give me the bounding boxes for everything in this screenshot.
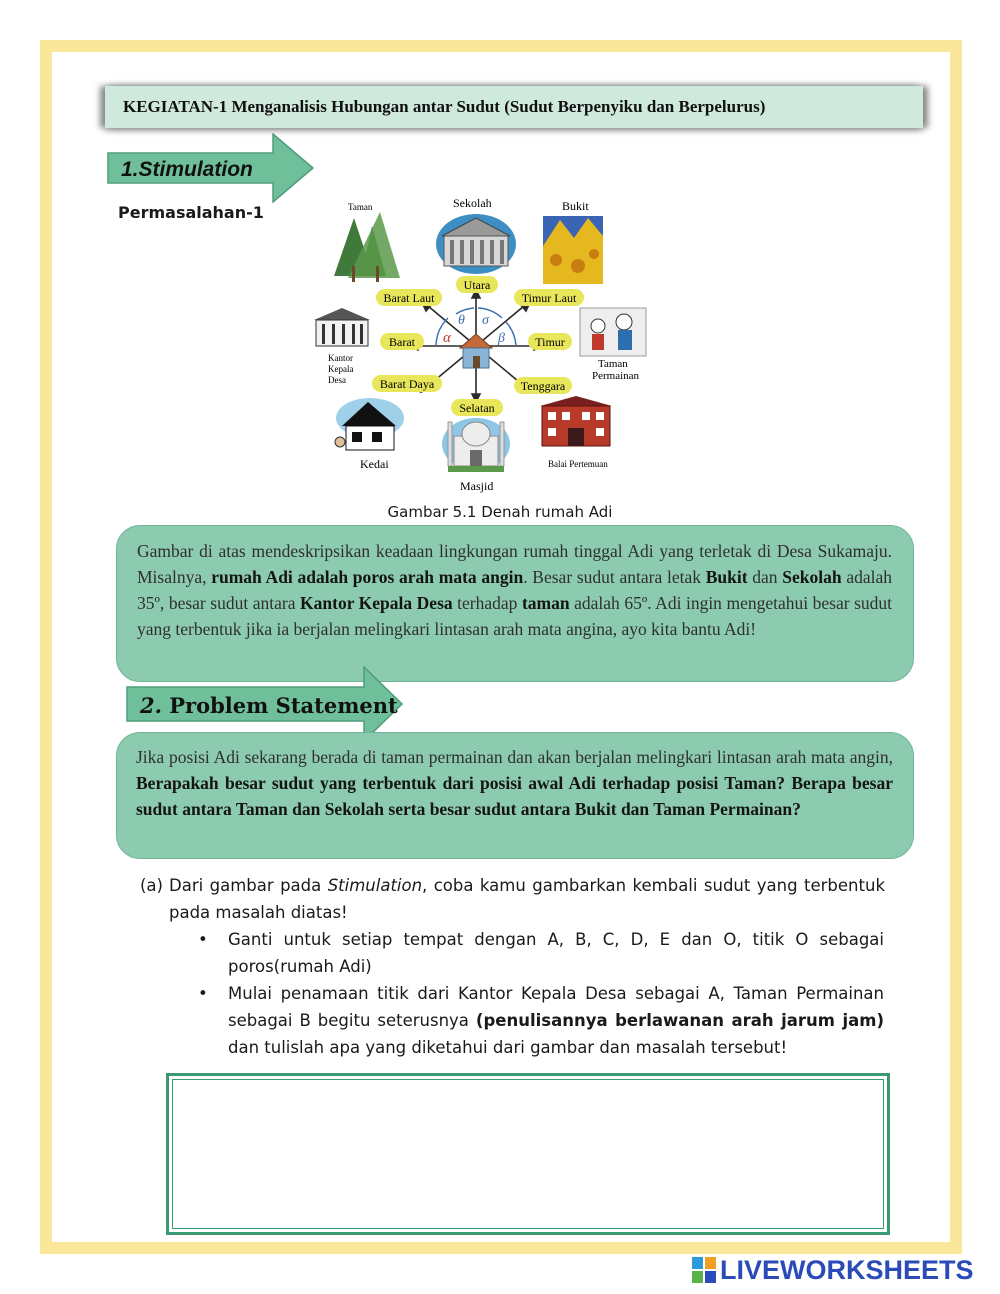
stimulation-description-box: [116, 525, 914, 682]
stimulation-arrow: [107, 133, 315, 203]
compass-map-figure: [308, 196, 660, 496]
dir-barat-laut: Barat Laut: [383, 291, 435, 305]
stim-text-5: terhadap: [452, 593, 522, 613]
liveworksheets-logo: [692, 1252, 992, 1288]
place-balai: Balai Pertemuan: [548, 459, 608, 469]
compass-map: [308, 196, 660, 496]
stim-text-1: Gambar di atas mendeskripsikan keadaan lingkungan rumah tinggal Adi yang terletak di Desa Sukamaju. Misalnya,: [137, 541, 892, 587]
dir-tenggara: Tenggara: [520, 379, 566, 393]
problem-description-box: [116, 732, 914, 859]
dir-barat: Barat: [389, 335, 415, 349]
answer-box-inner: [172, 1079, 884, 1229]
brand-text: LIVEWORKSHEETS: [720, 1254, 974, 1285]
house-icon: [460, 334, 492, 368]
bullet-item: [198, 926, 884, 980]
problem-label: Permasalahan-1: [118, 203, 264, 222]
bullet-text-2-bold: (penulisannya berlawanan arah jarum jam): [475, 1011, 884, 1030]
bullet-text-2a: Mulai penamaan titik dari Kantor Kepala Desa sebagai A, Taman Permainan sebagai B begitu seterusnya: [228, 984, 884, 1030]
stim-bold-5: taman: [521, 593, 570, 613]
angle-beta: β: [498, 331, 505, 346]
place-kantor-1: Kantor: [328, 353, 353, 363]
place-sekolah: Sekolah: [453, 196, 492, 210]
question-italic: Stimulation: [327, 876, 423, 895]
problem-text: Jika posisi Adi sekarang berada di taman permainan dan akan berjalan melingkari lintasan arah mata angin,: [136, 747, 893, 767]
bullet-dot-icon: •: [198, 984, 208, 1003]
taman-trees-icon: [334, 212, 400, 282]
dir-utara: Utara: [463, 278, 491, 292]
question-mark: (a): [140, 876, 163, 895]
kedai-shop-icon: [335, 398, 404, 450]
dir-timur: Timur: [535, 335, 565, 349]
bullet-text-1: Ganti untuk setiap tempat dengan A, B, C, D, E dan O, titik O sebagai poros(rumah Adi): [228, 930, 884, 976]
instruction-bullets: [198, 926, 884, 1061]
bullet-text-2c: dan tulislah apa yang diketahui dari gambar dan masalah tersebut!: [228, 1038, 788, 1057]
problem-statement-title: Problem Statement: [169, 693, 398, 718]
activity-title: [105, 86, 923, 128]
problem-statement-label: [140, 693, 398, 718]
place-masjid: Masjid: [460, 479, 494, 493]
angle-alpha: α: [443, 330, 451, 346]
answer-box[interactable]: [166, 1073, 890, 1235]
place-taman: Taman: [348, 202, 373, 212]
dir-selatan: Selatan: [459, 401, 495, 415]
stim-bold-3: Sekolah: [782, 567, 842, 587]
balai-building-icon: [540, 396, 612, 446]
stim-text-2: . Besar sudut antara letak: [523, 567, 706, 587]
stim-bold-2: Bukit: [705, 567, 748, 587]
kantor-building-icon: [314, 308, 370, 346]
stim-bold-4: Kantor Kepala Desa: [300, 593, 453, 613]
bullet-dot-icon: •: [198, 930, 208, 949]
stim-text-6: adalah 65º. Adi ingin mengetahui besar sudut yang terbentuk jika ia berjalan melingkari lintasan arah mata angina, ayo kita bantu Adi!: [137, 593, 892, 639]
angle-theta: θ: [458, 313, 465, 328]
question-text-1: Dari gambar pada: [169, 876, 328, 895]
dir-timur-laut: Timur Laut: [521, 291, 577, 305]
stim-bold-1: rumah Adi adalah poros arah mata angin: [211, 567, 524, 587]
problem-statement-arrow: [126, 666, 404, 742]
place-kantor-3: Desa: [328, 375, 346, 385]
bukit-hills-icon: [543, 216, 603, 284]
liveworksheets-logo-icon: [692, 1257, 716, 1283]
stim-text-4: adalah 35º, besar sudut antara: [137, 567, 892, 613]
playground-icon: [580, 308, 646, 356]
bullet-item: [198, 980, 884, 1061]
dir-barat-daya: Barat Daya: [379, 377, 435, 391]
question-text-2: , coba kamu gambarkan kembali sudut yang terbentuk pada masalah diatas!: [169, 876, 886, 922]
place-kantor-2: Kepala: [328, 364, 354, 374]
place-taman-permainan-1: Taman: [598, 358, 628, 370]
stim-text-3: dan: [747, 567, 783, 587]
angle-sigma: σ: [482, 313, 489, 328]
figure-caption: Gambar 5.1 Denah rumah Adi: [387, 503, 613, 521]
problem-bold-question: Berapakah besar sudut yang terbentuk dari posisi awal Adi terhadap posisi Taman? Berapa besar sudut antara Taman dan Sekolah serta besar sudut antara Bukit dan Taman Permainan?: [136, 773, 893, 819]
masjid-mosque-icon: [442, 418, 510, 472]
place-taman-permainan-2: Permainan: [592, 370, 640, 382]
stimulation-label: 1.Stimulation: [121, 158, 253, 181]
sekolah-building-icon: [436, 214, 516, 274]
problem-statement-num: 2.: [140, 693, 162, 718]
place-kedai: Kedai: [360, 457, 389, 471]
activity-title-text: KEGIATAN-1 Menganalisis Hubungan antar Sudut (Sudut Berpenyiku dan Berpelurus): [123, 97, 766, 116]
question-a: [140, 872, 885, 926]
place-bukit: Bukit: [562, 199, 589, 213]
question-text: [169, 872, 885, 926]
